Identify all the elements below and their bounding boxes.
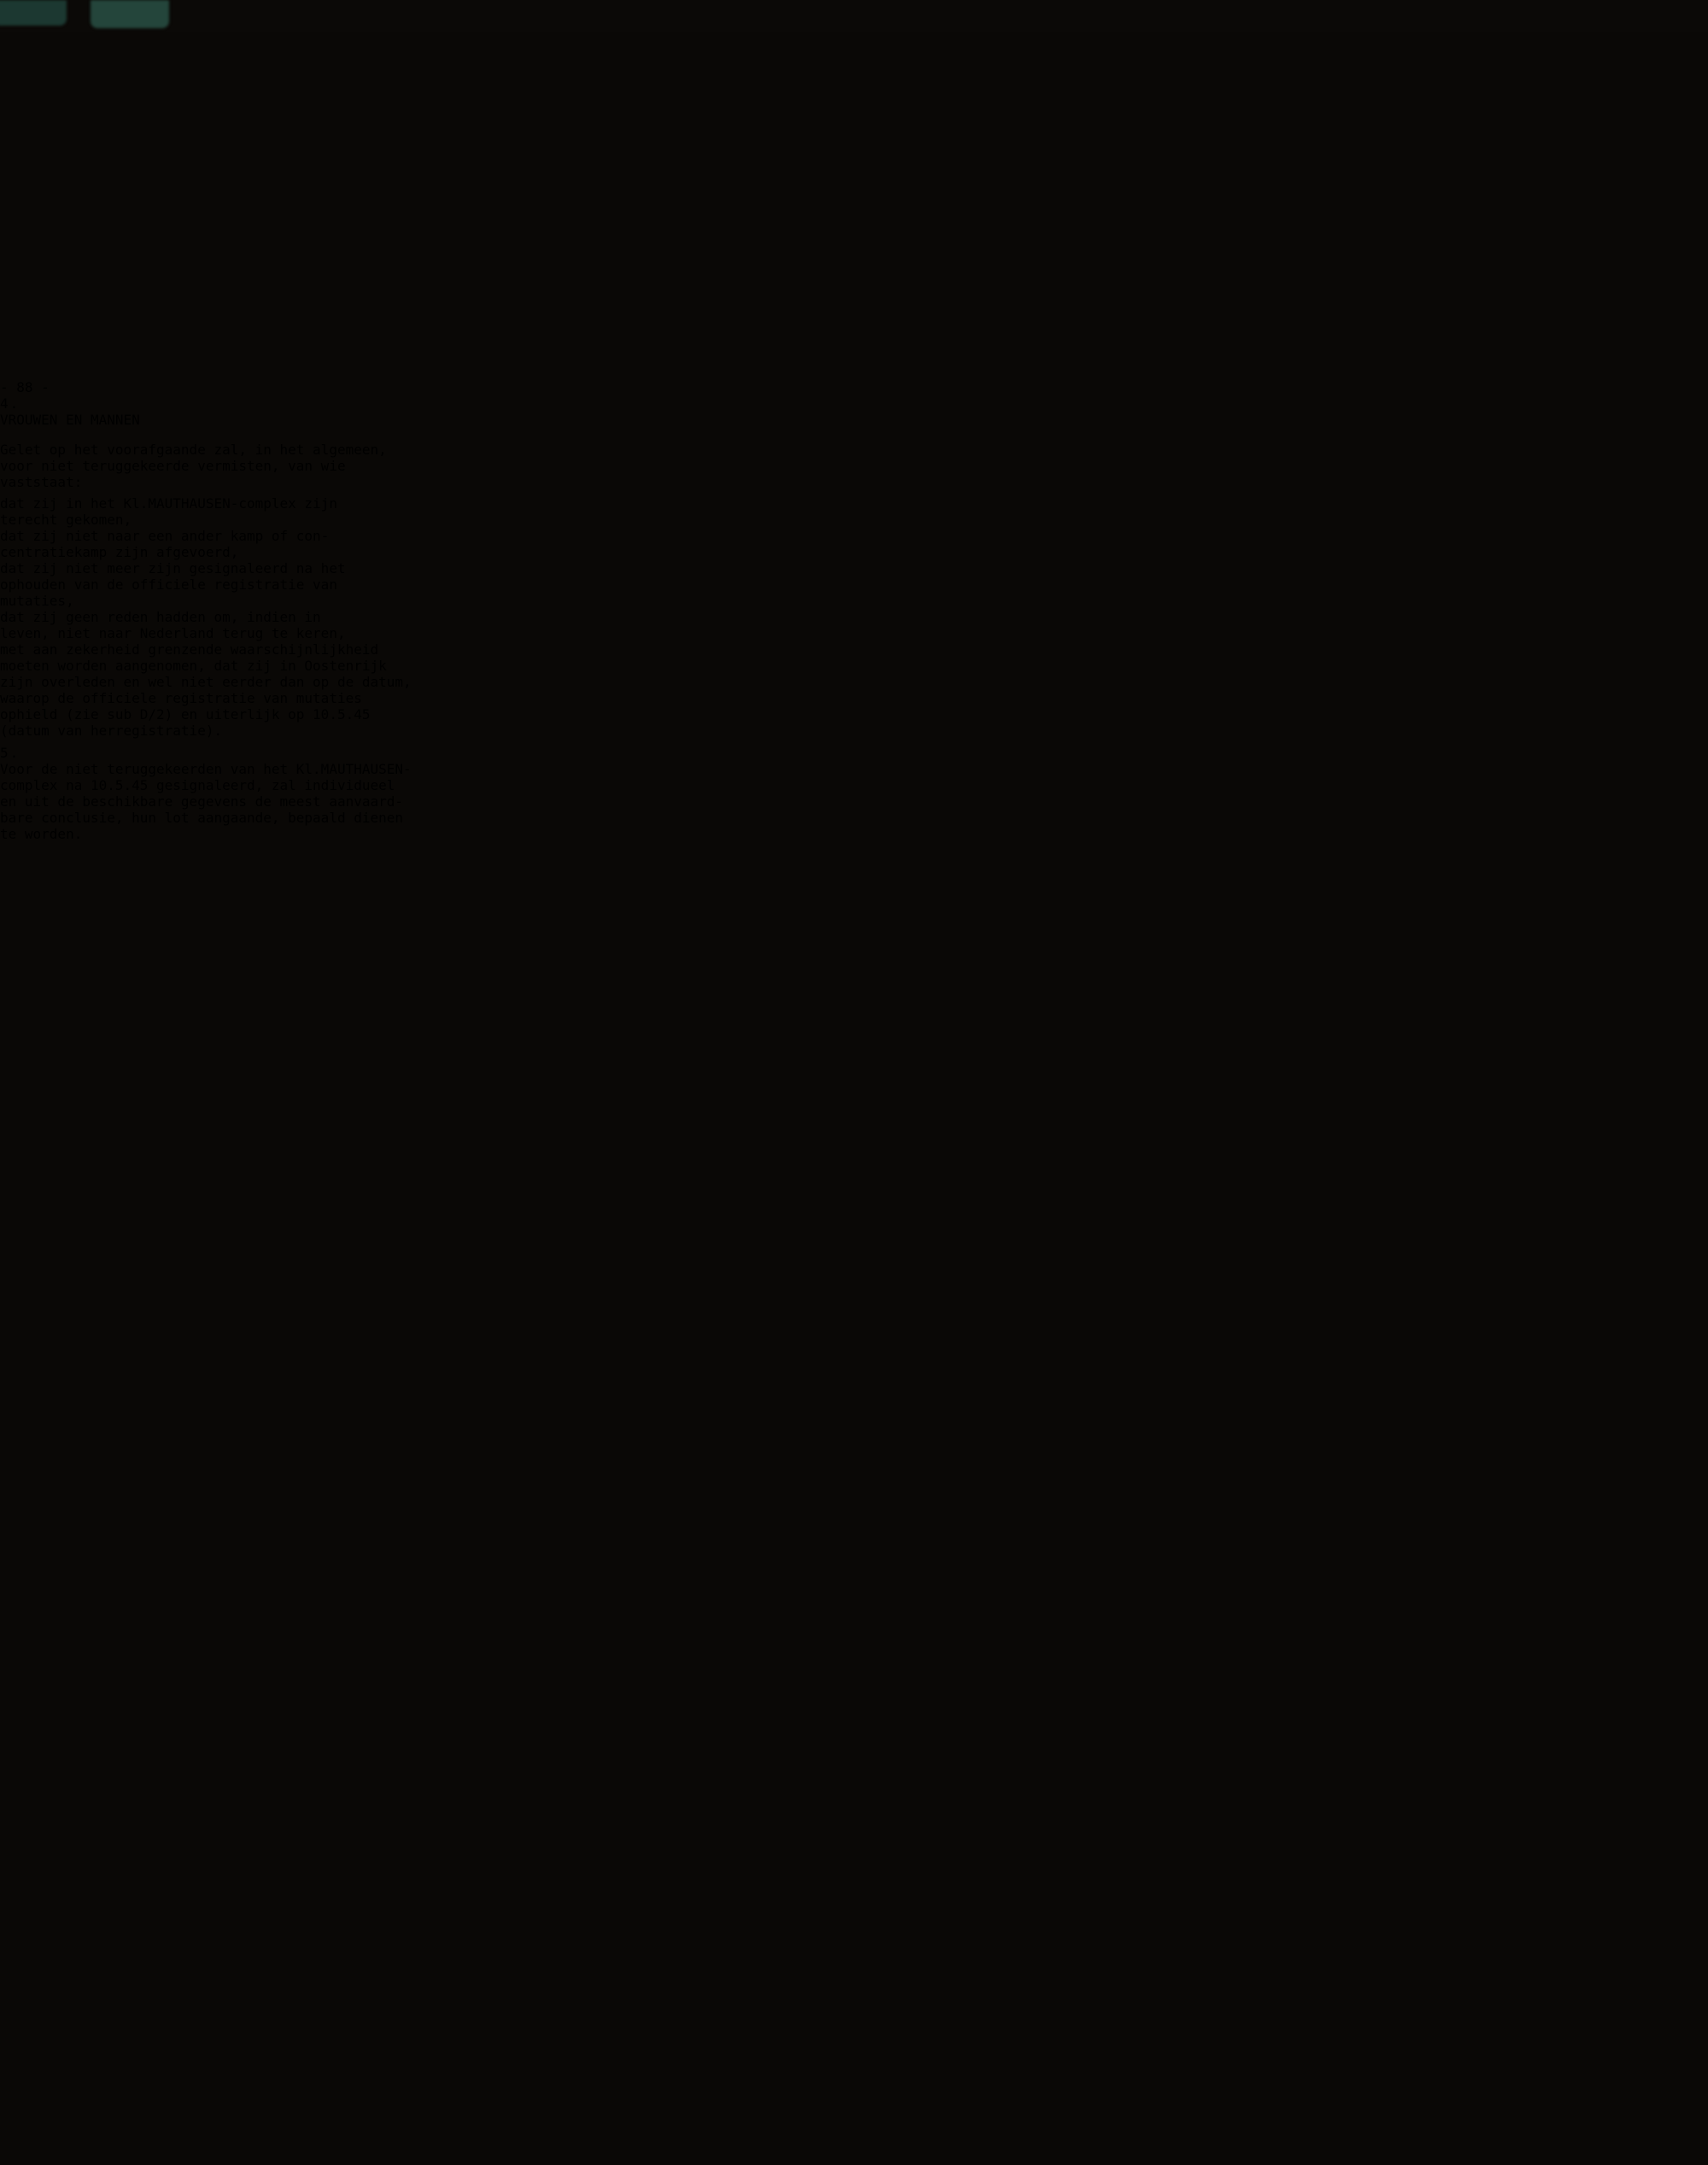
text-line: dat zij niet naar een ander kamp of con- [0,528,330,544]
ink-bleedthrough [0,249,982,277]
text-line: moeten worden aangenomen, dat zij in Oostenrijk [0,658,387,674]
binder-clamp-left [0,0,67,26]
text-line: en uit de beschikbare gegevens de meest aanvaard- [0,793,404,810]
text-line: waarop de officiele registratie van mutaties [0,690,362,706]
text-line: centratiekamp zijn afgevoerd, [0,544,239,560]
text-line: complex na 10.5.45 gesignaleerd, zal individueel [0,777,395,793]
text-line: (datum van herregistratie). [0,723,223,739]
text-line: leven, niet naar Nederland terug te keren, [0,625,346,641]
ink-bleedthrough [0,73,581,97]
ink-bleedthrough [0,354,649,379]
photo-top-black-band [0,0,1708,32]
book-spine-gutter [0,29,38,2165]
ink-bleedthrough [0,50,478,73]
page-number: - 88 - [0,379,50,395]
section4-number: 4. [0,395,20,412]
text-line: mutaties, [0,593,74,609]
ink-bleedthrough [0,302,547,328]
date-underline [0,739,140,746]
section-divider-line [0,847,377,854]
text-line: ophield (zie sub D/2) en uiterlijk op 10.5.45 [0,706,371,723]
section4-heading: VROUWEN EN MANNEN [0,412,140,428]
text-line: zijn overleden en wel niet eerder dan op de datum, [0,674,412,690]
ink-bleedthrough [0,198,367,224]
text-line: dat zij niet meer zijn gesignaleerd na het [0,560,346,576]
text-line: ophouden van de officiele registratie van [0,576,337,593]
date-underline [0,842,143,849]
text-line: te worden. [0,826,83,842]
text-line: met aan zekerheid grenzende waarschijnlijkheid [0,641,379,658]
text-line: voor niet teruggekeerde vermisten, van wie [0,458,346,474]
binder-clamp-right [91,0,169,28]
heading-underline [0,434,314,442]
ink-bleedthrough [0,174,444,198]
section5-number: 5. [0,745,20,761]
text-line: dat zij geen reden hadden om, indien in [0,609,321,625]
ink-bleedthrough [0,277,359,302]
ink-bleedthrough [0,123,589,149]
text-line: Voor de niet teruggekeerden van het Kl.MAUTHAUSEN- [0,761,412,777]
text-line: terecht gekomen, [0,512,132,528]
text-line: bare conclusie, hun lot aangaande, bepaald dienen [0,810,404,826]
text-line: vaststaat: [0,474,83,490]
text-line: dat zij in het Kl.MAUTHAUSEN-complex zijn [0,495,337,512]
text-line: Gelet op het voorafgaande zal, in het algemeen, [0,442,387,458]
ink-bleedthrough [0,224,384,249]
ink-bleedthrough [0,328,769,354]
ink-bleedthrough [0,97,529,123]
ink-bleedthrough [0,149,606,174]
